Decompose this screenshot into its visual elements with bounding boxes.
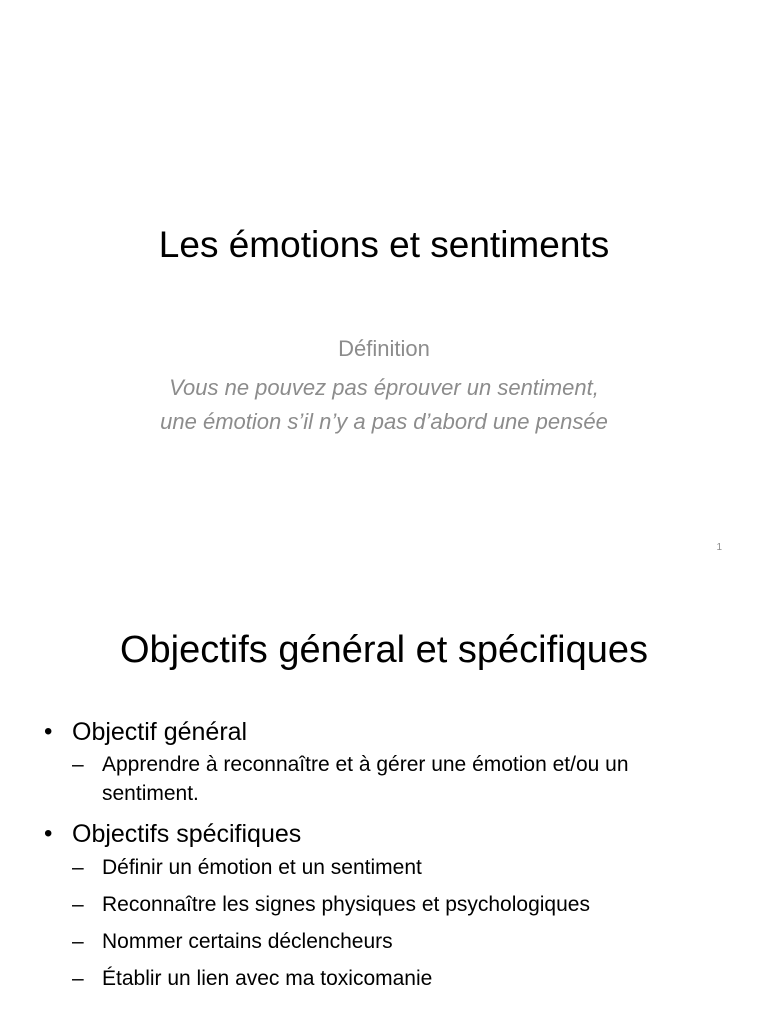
slide-title: Les émotions et sentiments	[158, 224, 610, 265]
list-item	[72, 852, 682, 883]
dash-icon: –	[72, 893, 84, 916]
bullet-icon: •	[44, 820, 53, 847]
section-label-general: Objectif général	[72, 718, 248, 746]
list-item	[44, 818, 724, 994]
list-item	[72, 889, 682, 920]
objectives-slide	[0, 576, 768, 1024]
objective-text: Apprendre à reconnaître et à gérer une émotion et/ou un sentiment.	[102, 753, 629, 805]
objective-text: Établir un lien avec ma toxicomanie	[102, 967, 433, 990]
definition-line-1: Vous ne pouvez pas éprouver un sentiment,	[169, 375, 599, 400]
list-item	[72, 926, 682, 957]
bullet-icon: •	[44, 718, 53, 745]
sub-list	[72, 750, 724, 808]
sub-list	[72, 852, 724, 994]
dash-icon: –	[72, 856, 84, 879]
list-item	[72, 963, 682, 994]
list-item	[44, 716, 724, 808]
objectives-list	[44, 716, 724, 1000]
dash-icon: –	[72, 930, 84, 953]
objective-text: Définir un émotion et un sentiment	[102, 856, 422, 879]
list-item	[72, 750, 682, 808]
slide-title: Objectifs général et spécifiques	[119, 629, 649, 671]
dash-icon: –	[72, 753, 84, 776]
definition-line-2: une émotion s’il n’y a pas d’abord une pensée	[160, 409, 608, 434]
page-number: 1	[716, 542, 722, 553]
dash-icon: –	[72, 967, 84, 990]
objective-text: Reconnaître les signes physiques et psychologiques	[102, 893, 590, 916]
subtitle-heading: Définition	[338, 336, 430, 361]
section-label-specific: Objectifs spécifiques	[72, 820, 302, 848]
objective-text: Nommer certains déclencheurs	[102, 930, 393, 953]
